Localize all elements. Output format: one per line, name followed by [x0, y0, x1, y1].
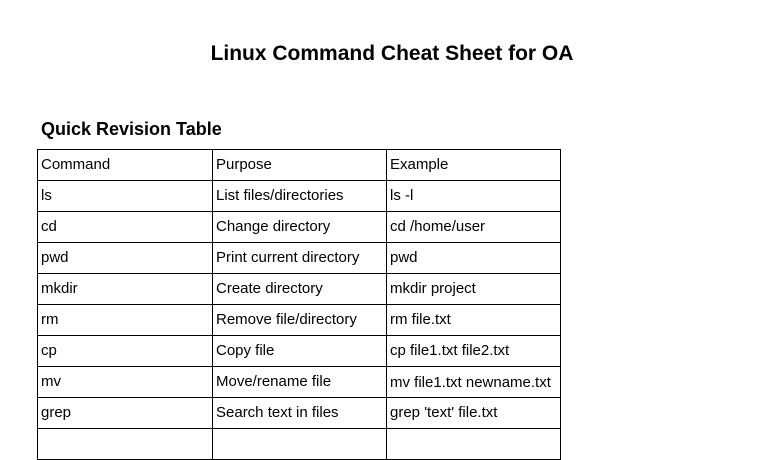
table-row: [38, 336, 561, 367]
cell-example: [387, 429, 561, 460]
cell-purpose: Copy file: [213, 336, 387, 367]
header-purpose: Purpose: [213, 150, 387, 181]
cell-example: mv file1.txt newname.txt: [387, 367, 561, 398]
table-header-row: [38, 150, 561, 181]
cell-example: cd /home/user: [387, 212, 561, 243]
cell-command: cd: [38, 212, 213, 243]
cell-purpose: [213, 429, 387, 460]
document-title: Linux Command Cheat Sheet for OA: [210, 42, 574, 65]
cell-example: mkdir project: [387, 274, 561, 305]
table-row: [38, 398, 561, 429]
cell-example: pwd: [387, 243, 561, 274]
cell-purpose: List files/directories: [213, 181, 387, 212]
cell-example: grep 'text' file.txt: [387, 398, 561, 429]
quick-revision-table: [37, 149, 561, 460]
cell-purpose: Move/rename file: [213, 367, 387, 398]
table-row: [38, 429, 561, 460]
table-row: [38, 212, 561, 243]
section-heading: Quick Revision Table: [41, 119, 222, 139]
cell-command: pwd: [38, 243, 213, 274]
table-row: [38, 274, 561, 305]
header-example: Example: [387, 150, 561, 181]
cell-purpose: Change directory: [213, 212, 387, 243]
cell-command: rm: [38, 305, 213, 336]
table-row: [38, 367, 561, 398]
cell-purpose: Print current directory: [213, 243, 387, 274]
cell-example: cp file1.txt file2.txt: [387, 336, 561, 367]
cell-purpose: Search text in files: [213, 398, 387, 429]
cell-command: grep: [38, 398, 213, 429]
cell-command: [38, 429, 213, 460]
cell-example: rm file.txt: [387, 305, 561, 336]
cell-purpose: Create directory: [213, 274, 387, 305]
cell-purpose: Remove file/directory: [213, 305, 387, 336]
table-row: [38, 243, 561, 274]
cell-command: ls: [38, 181, 213, 212]
header-command: Command: [38, 150, 213, 181]
cell-command: cp: [38, 336, 213, 367]
cell-example: ls -l: [387, 181, 561, 212]
table-row: [38, 181, 561, 212]
cell-command: mv: [38, 367, 213, 398]
cell-command: mkdir: [38, 274, 213, 305]
table-row: [38, 305, 561, 336]
